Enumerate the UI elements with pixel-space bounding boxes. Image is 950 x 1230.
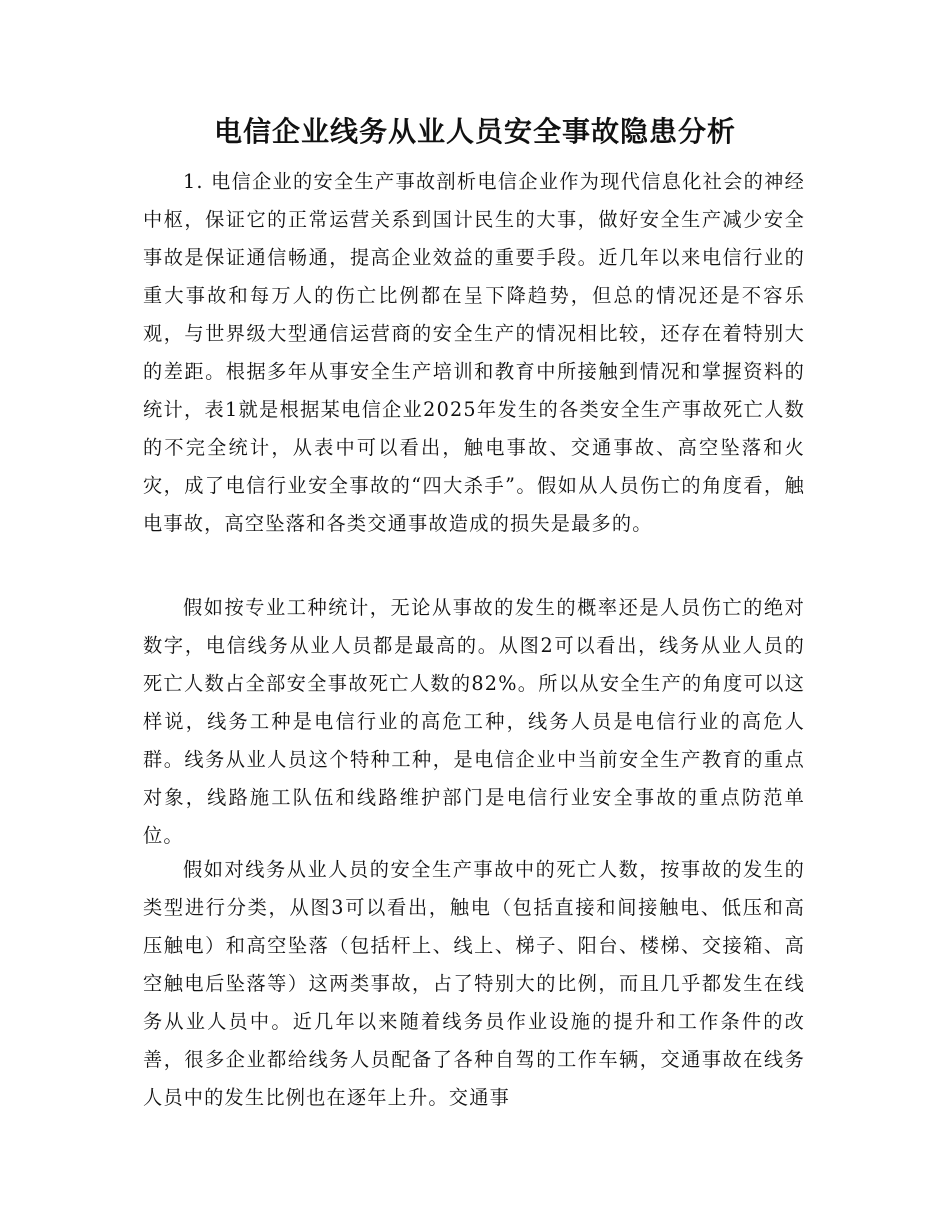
- paragraph-1: 1. 电信企业的安全生产事故剖析电信企业作为现代信息化社会的神经中枢，保证它的正常运营关系到国计民生的大事，做好安全生产减少安全事故是保证通信畅通，提高企业效益的重要手段。近几年以来电信行业的重大事故和每万人的伤亡比例都在呈下降趋势，但总的情况还是不容乐观，与世界级大型通信运营商的安全生产的情况相比较，还存在着特别大的差距。根据多年从事安全生产培训和教育中所接触到情况和掌握资料的统计，表1就是根据某电信企业2025年发生的各类安全生产事故死亡人数的不完全统计，从表中可以看出，触电事故、交通事故、高空坠落和火灾，成了电信行业安全事故的“四大杀手”。假如从人员伤亡的角度看，触电事故，高空坠落和各类交通事故造成的损失是最多的。: [143, 170, 805, 535]
- paragraph-3: 假如对线务从业人员的安全生产事故中的死亡人数，按事故的发生的类型进行分类，从图3可以看出，触电（包括直接和间接触电、低压和高压触电）和高空坠落（包括杆上、线上、梯子、阳台、楼梯、交接箱、高空触电后坠落等）这两类事故，占了特别大的比例，而且几乎都发生在线务从业人员中。近几年以来随着线务员作业设施的提升和工作条件的改善，很多企业都给线务人员配备了各种自驾的工作车辆，交通事故在线务人员中的发生比例也在逐年上升。交通事: [143, 858, 805, 1109]
- document-title: 电信企业线务从业人员安全事故隐患分析: [213, 115, 736, 148]
- paragraph-2: 假如按专业工种统计，无论从事故的发生的概率还是人员伤亡的绝对数字，电信线务从业人员都是最高的。从图2可以看出，线务从业人员的死亡人数占全部安全事故死亡人数的82%。所以从安全生产的角度可以这样说，线务工种是电信行业的高危工种，线务人员是电信行业的高危人群。线务从业人员这个特种工种，是电信企业中当前安全生产教育的重点对象，线路施工队伍和线路维护部门是电信行业安全事故的重点防范单位。: [143, 596, 805, 847]
